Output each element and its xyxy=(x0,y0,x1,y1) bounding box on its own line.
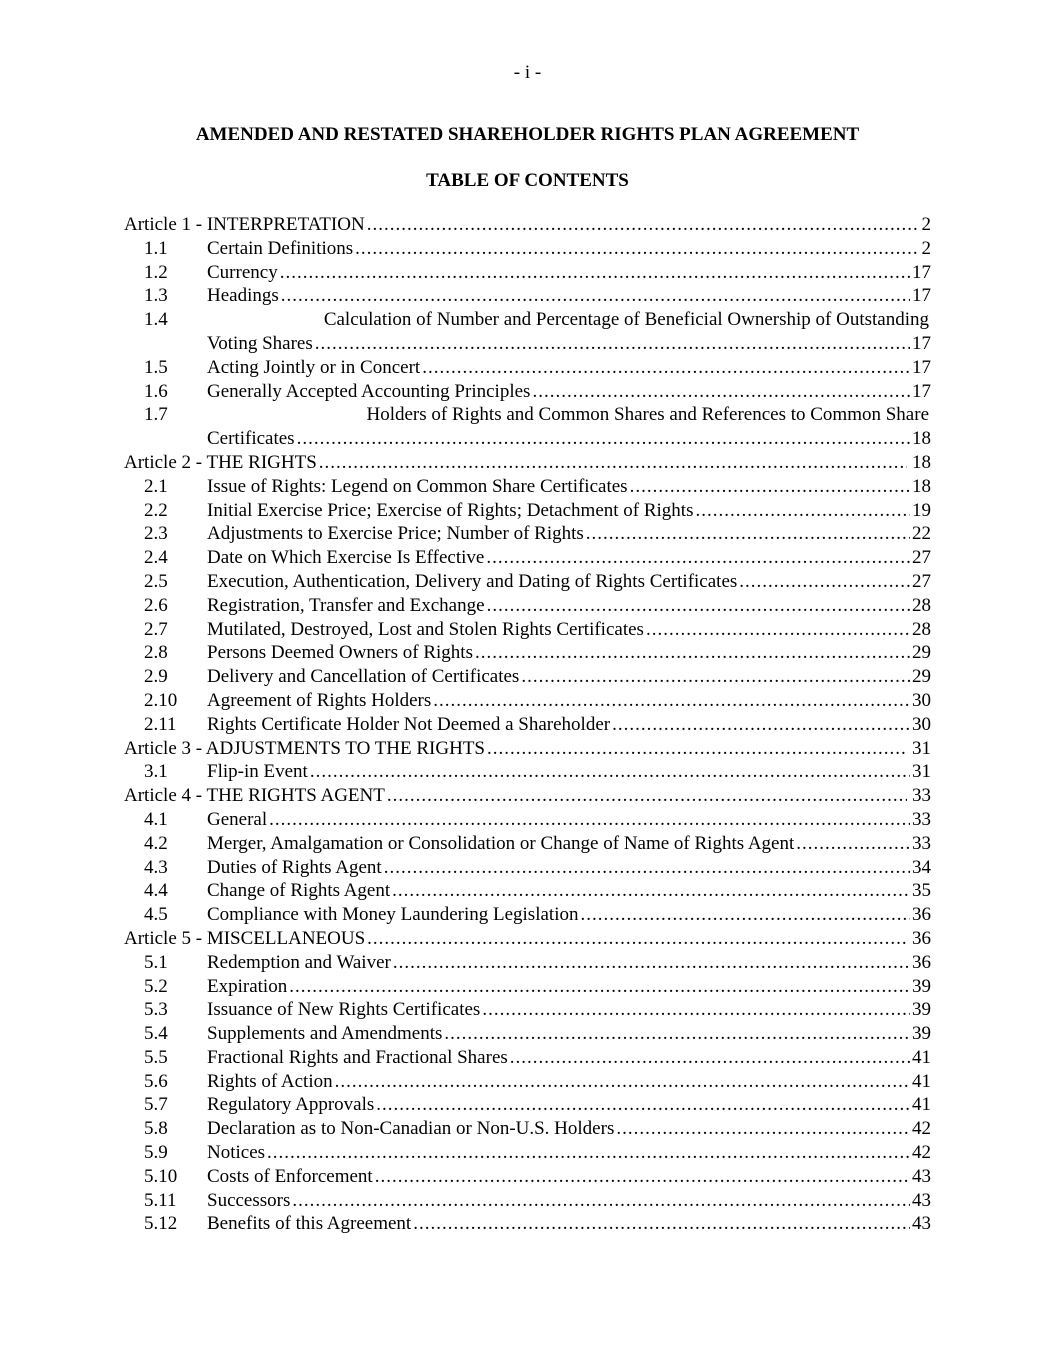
toc-entry-label: Holders of Rights and Common Shares and References to Common Share xyxy=(366,404,929,426)
toc-section-entry[interactable] xyxy=(124,570,931,594)
toc-entry-label: Benefits of this Agreement xyxy=(207,1213,412,1235)
toc-page-number: 29 xyxy=(912,642,931,664)
toc-entry-number: 5.7 xyxy=(144,1094,168,1116)
toc-dot-leader xyxy=(310,760,910,784)
toc-entry-label: Execution, Authentication, Delivery and Dating of Rights Certificates xyxy=(207,570,738,592)
toc-section-entry[interactable] xyxy=(124,1189,931,1213)
toc-entry-number: 2.11 xyxy=(144,713,177,735)
toc-entry-number: 1.3 xyxy=(144,285,168,307)
toc-page-number: 17 xyxy=(912,356,931,378)
toc-entry-number: 4.4 xyxy=(144,880,168,902)
toc-entry-label: Article 2 - THE RIGHTS xyxy=(124,451,317,473)
toc-section-entry[interactable] xyxy=(124,332,931,356)
toc-entry-label: Notices xyxy=(207,1142,266,1164)
toc-entry-number: 1.4 xyxy=(144,309,168,331)
toc-dot-leader xyxy=(616,1117,910,1141)
toc-section-entry[interactable] xyxy=(124,1070,931,1094)
toc-entry-number: 2.8 xyxy=(144,642,168,664)
toc-entry-label: Compliance with Money Laundering Legislation xyxy=(207,904,579,926)
toc-page-number: 2 xyxy=(921,237,931,259)
toc-entry-number: 4.5 xyxy=(144,904,168,926)
toc-entry-number: 1.1 xyxy=(144,237,168,259)
toc-entry-label: Duties of Rights Agent xyxy=(207,856,382,878)
toc-entry-number: 5.10 xyxy=(144,1165,178,1187)
toc-entry-number: 1.2 xyxy=(144,261,168,283)
document-title: AMENDED AND RESTATED SHAREHOLDER RIGHTS PLAN AGREEMENT xyxy=(195,124,860,145)
toc-page-number: 28 xyxy=(912,618,931,640)
toc-section-entry[interactable] xyxy=(124,403,931,427)
toc-page-number: 41 xyxy=(912,1046,931,1068)
toc-entry-label: Merger, Amalgamation or Consolidation or Change of Name of Rights Agent xyxy=(207,832,795,854)
toc-dot-leader xyxy=(280,261,910,285)
toc-section-entry[interactable] xyxy=(124,903,931,927)
toc-page-number: 30 xyxy=(912,689,931,711)
toc-entry-label: General xyxy=(207,808,268,830)
toc-section-entry[interactable] xyxy=(124,832,931,856)
toc-entry-label: Rights of Action xyxy=(207,1070,333,1092)
toc-section-entry[interactable] xyxy=(124,760,931,784)
toc-dot-leader xyxy=(387,784,907,808)
toc-entry-number: 2.3 xyxy=(144,523,168,545)
toc-entry-number: 5.8 xyxy=(144,1118,168,1140)
toc-entry-label: Change of Rights Agent xyxy=(207,880,391,902)
toc-entry-number: 4.2 xyxy=(144,832,168,854)
toc-article-entry[interactable] xyxy=(124,213,931,237)
toc-entry-number: 4.3 xyxy=(144,856,168,878)
toc-dot-leader xyxy=(355,237,919,261)
toc-section-entry[interactable] xyxy=(124,237,931,261)
toc-page-number: 42 xyxy=(912,1142,931,1164)
toc-section-entry[interactable] xyxy=(124,641,931,665)
page-number: - i - xyxy=(513,62,542,83)
toc-dot-leader xyxy=(510,1046,910,1070)
toc-section-entry[interactable] xyxy=(124,475,931,499)
toc-page-number: 33 xyxy=(912,808,931,830)
toc-section-entry[interactable] xyxy=(124,427,931,451)
toc-dot-leader xyxy=(392,879,910,903)
toc-entry-label: Voting Shares xyxy=(207,332,313,354)
toc-dot-leader xyxy=(413,1212,910,1236)
toc-dot-leader xyxy=(532,380,910,404)
toc-entry-label: Rights Certificate Holder Not Deemed a Shareholder xyxy=(207,713,611,735)
toc-entry-label: Article 5 - MISCELLANEOUS xyxy=(124,927,366,949)
toc-dot-leader xyxy=(486,546,910,570)
toc-entry-label: Supplements and Amendments xyxy=(207,1023,443,1045)
toc-dot-leader xyxy=(315,332,910,356)
toc-entry-label: Acting Jointly or in Concert xyxy=(207,356,421,378)
toc-entry-label: Successors xyxy=(207,1189,291,1211)
toc-entry-number: 3.1 xyxy=(144,761,168,783)
toc-section-entry[interactable] xyxy=(124,1046,931,1070)
toc-entry-number: 5.4 xyxy=(144,1023,168,1045)
toc-section-entry[interactable] xyxy=(124,713,931,737)
toc-entry-number: 5.5 xyxy=(144,1046,168,1068)
toc-page-number: 30 xyxy=(912,713,931,735)
toc-article-entry[interactable] xyxy=(124,451,931,475)
toc-dot-leader xyxy=(384,856,910,880)
toc-page-number: 2 xyxy=(921,214,931,235)
toc-page-number: 27 xyxy=(912,547,931,569)
toc-entry-label: Certain Definitions xyxy=(207,237,354,259)
toc-entry-label: Mutilated, Destroyed, Lost and Stolen Rights Certificates xyxy=(207,618,644,640)
toc-section-entry[interactable] xyxy=(124,594,931,618)
toc-entry-number: 5.3 xyxy=(144,999,168,1021)
toc-page-number: 18 xyxy=(912,451,931,473)
toc-page-number: 39 xyxy=(912,999,931,1021)
toc-page-number: 43 xyxy=(912,1189,931,1211)
toc-entry-label: Generally Accepted Accounting Principles xyxy=(207,380,531,402)
toc-entry-label: Article 3 - ADJUSTMENTS TO THE RIGHTS xyxy=(124,737,485,759)
toc-section-entry[interactable] xyxy=(124,1022,931,1046)
toc-dot-leader xyxy=(630,475,910,499)
toc-dot-leader xyxy=(433,689,910,713)
toc-dot-leader xyxy=(646,618,910,642)
toc-section-entry[interactable] xyxy=(124,356,931,380)
toc-dot-leader xyxy=(521,665,910,689)
toc-dot-leader xyxy=(289,975,910,999)
toc-page-number: 28 xyxy=(912,594,931,616)
toc-section-entry[interactable] xyxy=(124,1141,931,1165)
toc-entry-label: Article 1 - INTERPRETATION xyxy=(124,214,365,235)
toc-entry-label: Declaration as to Non-Canadian or Non-U.S. Holders xyxy=(207,1118,615,1140)
toc-entry-label: Calculation of Number and Percentage of Beneficial Ownership of Outstanding xyxy=(323,309,929,331)
toc-page-number: 17 xyxy=(912,380,931,402)
toc-entry-label: Currency xyxy=(207,261,278,283)
toc-dot-leader xyxy=(487,594,910,618)
toc-section-entry[interactable] xyxy=(124,618,931,642)
toc-section-entry[interactable] xyxy=(124,879,931,903)
toc-section-entry[interactable] xyxy=(124,261,931,285)
toc-section-entry[interactable] xyxy=(124,1165,931,1189)
toc-dot-leader xyxy=(444,1022,910,1046)
toc-article-entry[interactable] xyxy=(124,784,931,808)
toc-page-number: 22 xyxy=(912,523,931,545)
toc-section-entry[interactable] xyxy=(124,1093,931,1117)
toc-entry-label: Certificates xyxy=(207,428,295,450)
toc-article-entry[interactable] xyxy=(124,927,931,951)
toc-entry-number: 5.12 xyxy=(144,1213,178,1235)
toc-dot-leader xyxy=(269,808,910,832)
toc-page-number: 42 xyxy=(912,1118,931,1140)
toc-entry-label: Registration, Transfer and Exchange xyxy=(207,594,485,616)
toc-entry-label: Regulatory Approvals xyxy=(207,1094,375,1116)
toc-dot-leader xyxy=(319,451,907,475)
toc-section-entry[interactable] xyxy=(124,975,931,999)
toc-page-number: 31 xyxy=(912,737,931,759)
toc-dot-leader xyxy=(580,903,910,927)
toc-entry-label: Date on Which Exercise Is Effective xyxy=(207,547,485,569)
toc-page-number: 34 xyxy=(912,856,931,878)
toc-entry-number: 2.10 xyxy=(144,689,178,711)
toc-dot-leader xyxy=(376,1093,910,1117)
toc-dot-leader xyxy=(739,570,910,594)
toc-entry-label: Costs of Enforcement xyxy=(207,1165,373,1187)
toc-heading: TABLE OF CONTENTS xyxy=(426,170,629,191)
toc-section-entry[interactable] xyxy=(124,308,931,332)
toc-entry-label: Agreement of Rights Holders xyxy=(207,689,432,711)
toc-section-entry[interactable] xyxy=(124,1117,931,1141)
toc-entry-number: 2.4 xyxy=(144,547,168,569)
toc-dot-leader xyxy=(422,356,910,380)
toc-dot-leader xyxy=(487,737,907,761)
toc-dot-leader xyxy=(367,927,907,951)
toc-entry-number: 1.6 xyxy=(144,380,168,402)
toc-dot-leader xyxy=(695,499,910,523)
toc-section-entry[interactable] xyxy=(124,665,931,689)
toc-page-number: 36 xyxy=(912,904,931,926)
toc-entry-number: 2.6 xyxy=(144,594,168,616)
toc-page-number: 17 xyxy=(912,261,931,283)
toc-dot-leader xyxy=(586,522,910,546)
toc-section-entry[interactable] xyxy=(124,1212,931,1236)
toc-section-entry[interactable] xyxy=(124,808,931,832)
toc-section-entry[interactable] xyxy=(124,522,931,546)
toc-entry-label: Adjustments to Exercise Price; Number of Rights xyxy=(207,523,584,545)
toc-entry-number: 5.11 xyxy=(144,1189,177,1211)
toc-entry-number: 1.5 xyxy=(144,356,168,378)
toc-entry-number: 2.7 xyxy=(144,618,168,640)
toc-page-number: 33 xyxy=(912,832,931,854)
toc-page-number: 41 xyxy=(912,1094,931,1116)
toc-dot-leader xyxy=(267,1141,910,1165)
toc-page-number: 35 xyxy=(912,880,931,902)
toc-page-number: 19 xyxy=(912,499,931,521)
toc-section-entry[interactable] xyxy=(124,856,931,880)
toc-entry-number: 5.1 xyxy=(144,951,168,973)
toc-dot-leader xyxy=(612,713,910,737)
toc-section-entry[interactable] xyxy=(124,998,931,1022)
toc-page-number: 41 xyxy=(912,1070,931,1092)
toc-entry-label: Delivery and Cancellation of Certificates xyxy=(207,666,520,688)
toc-entry-number: 4.1 xyxy=(144,808,168,830)
toc-page-number: 43 xyxy=(912,1165,931,1187)
toc-page-number: 17 xyxy=(912,285,931,307)
toc-page-number: 33 xyxy=(912,785,931,807)
toc-entry-number: 5.6 xyxy=(144,1070,168,1092)
toc-entry-label: Initial Exercise Price; Exercise of Rights; Detachment of Rights xyxy=(207,499,694,521)
toc-section-entry[interactable] xyxy=(124,380,931,404)
toc-entry-label: Issue of Rights: Legend on Common Share Certificates xyxy=(207,475,628,497)
toc-article-entry[interactable] xyxy=(124,737,931,761)
toc-section-entry[interactable] xyxy=(124,499,931,523)
toc-page-number: 39 xyxy=(912,1023,931,1045)
toc-page-number: 18 xyxy=(912,475,931,497)
toc-entry-label: Expiration xyxy=(207,975,288,997)
toc-page-number: 17 xyxy=(912,332,931,354)
toc-dot-leader xyxy=(297,427,910,451)
toc-entry-number: 2.1 xyxy=(144,475,168,497)
toc-section-entry[interactable] xyxy=(124,284,931,308)
toc-entry-number: 5.2 xyxy=(144,975,168,997)
toc-entry-label: Redemption and Waiver xyxy=(207,951,391,973)
toc-entry-number: 5.9 xyxy=(144,1142,168,1164)
toc-entry-number: 2.5 xyxy=(144,570,168,592)
toc-dot-leader xyxy=(475,641,910,665)
toc-entry-number: 2.9 xyxy=(144,666,168,688)
toc-dot-leader xyxy=(335,1070,910,1094)
toc-dot-leader xyxy=(482,998,910,1022)
toc-dot-leader xyxy=(367,213,917,237)
toc-entry-label: Fractional Rights and Fractional Shares xyxy=(207,1046,508,1068)
toc-section-entry[interactable] xyxy=(124,689,931,713)
toc-dot-leader xyxy=(292,1189,910,1213)
toc-dot-leader xyxy=(375,1165,910,1189)
toc-entry-label: Flip-in Event xyxy=(207,761,308,783)
toc-entry-number: 1.7 xyxy=(144,404,168,426)
toc-entry-label: Article 4 - THE RIGHTS AGENT xyxy=(124,785,385,807)
toc-dot-leader xyxy=(796,832,910,856)
toc-section-entry[interactable] xyxy=(124,951,931,975)
toc-page-number: 36 xyxy=(912,927,931,949)
toc-page-number: 27 xyxy=(912,570,931,592)
toc-page-number: 39 xyxy=(912,975,931,997)
toc-dot-leader xyxy=(393,951,910,975)
toc-page-number: 31 xyxy=(912,761,931,783)
toc-entry-label: Persons Deemed Owners of Rights xyxy=(207,642,473,664)
table-of-contents xyxy=(124,213,931,1236)
toc-page-number: 36 xyxy=(912,951,931,973)
toc-entry-label: Headings xyxy=(207,285,279,307)
toc-page-number: 43 xyxy=(912,1213,931,1235)
toc-entry-number: 2.2 xyxy=(144,499,168,521)
toc-page-number: 29 xyxy=(912,666,931,688)
toc-page-number: 18 xyxy=(912,428,931,450)
toc-section-entry[interactable] xyxy=(124,546,931,570)
toc-dot-leader xyxy=(281,284,910,308)
toc-entry-label: Issuance of New Rights Certificates xyxy=(207,999,481,1021)
